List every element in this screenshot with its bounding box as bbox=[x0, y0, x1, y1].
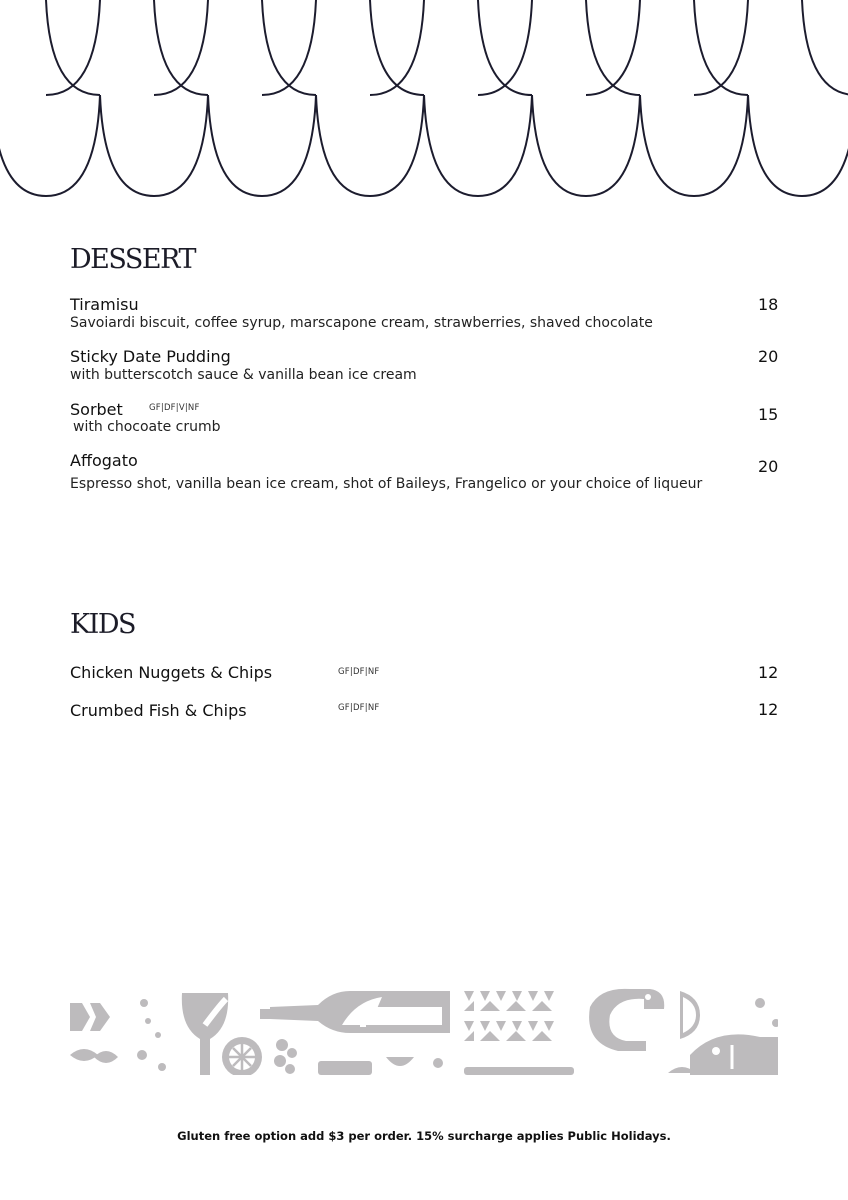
dots-right-decoration bbox=[755, 998, 778, 1027]
wine-bottle-icon bbox=[260, 991, 450, 1033]
section-title-kids: KIDS bbox=[70, 609, 135, 640]
fish-icon bbox=[668, 1034, 778, 1075]
wine-glass-icon bbox=[182, 993, 228, 1075]
scallop-pattern-decoration bbox=[0, 0, 848, 200]
item-name: Crumbed Fish & Chips bbox=[70, 701, 247, 720]
item-name: Chicken Nuggets & Chips bbox=[70, 663, 273, 682]
item-price: 20 bbox=[758, 457, 779, 476]
pasta-pattern-icon bbox=[464, 991, 574, 1075]
lime-half-icon bbox=[680, 991, 700, 1039]
wheat-icon bbox=[70, 1003, 118, 1063]
item-description: Savoiardi biscuit, coffee syrup, marscapone cream, strawberries, shaved chocolate bbox=[70, 315, 653, 331]
scallop-row-top bbox=[0, 0, 848, 95]
item-description: with chocoate crumb bbox=[73, 419, 221, 435]
bowls-icon bbox=[318, 1057, 443, 1075]
food-icon-strip bbox=[70, 985, 778, 1075]
item-name: Sticky Date Pudding bbox=[70, 347, 231, 366]
scallop-row-bottom bbox=[0, 95, 848, 196]
dots-decoration bbox=[137, 999, 166, 1071]
item-price: 18 bbox=[758, 295, 779, 314]
item-name: Tiramisu bbox=[70, 295, 139, 314]
item-name: Sorbet bbox=[70, 400, 123, 419]
dietary-tags: GF|DF|V|NF bbox=[149, 403, 200, 413]
item-price: 20 bbox=[758, 347, 779, 366]
lemon-slice-icon bbox=[222, 1037, 262, 1075]
footer-note: Gluten free option add $3 per order. 15% surcharge applies Public Holidays. bbox=[177, 1129, 671, 1143]
section-title-dessert: DESSERT bbox=[70, 244, 195, 275]
item-price: 12 bbox=[758, 700, 779, 719]
item-description: with butterscotch sauce & vanilla bean ice cream bbox=[70, 367, 417, 383]
item-name: Affogato bbox=[70, 451, 138, 470]
item-price: 12 bbox=[758, 663, 779, 682]
dietary-tags: GF|DF|NF bbox=[338, 703, 380, 713]
dietary-tags: GF|DF|NF bbox=[338, 667, 380, 677]
shrimp-icon bbox=[589, 989, 664, 1051]
herb-icon bbox=[274, 1039, 297, 1074]
item-price: 15 bbox=[758, 405, 779, 424]
item-description: Espresso shot, vanilla bean ice cream, shot of Baileys, Frangelico or your choice of liqueur bbox=[70, 476, 703, 492]
